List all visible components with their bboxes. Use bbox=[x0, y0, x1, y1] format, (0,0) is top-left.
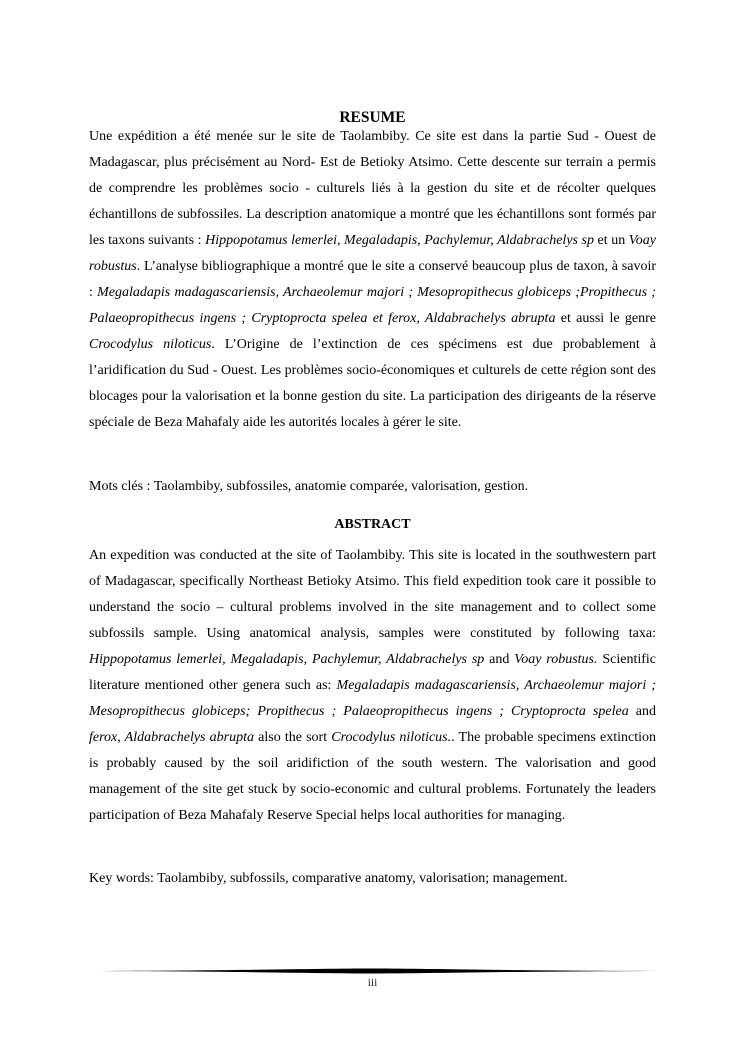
italic-taxon-text: Crocodylus niloticus. bbox=[331, 730, 452, 745]
footer-divider bbox=[89, 966, 656, 976]
italic-taxon-text: ferox, Aldabrachelys abrupta bbox=[89, 730, 254, 745]
paragraph-text: . L’analyse bibliographique a montré que le site a conservé beaucoup plus de taxon, à savoir : bbox=[89, 259, 656, 300]
paragraph-text: and bbox=[484, 652, 515, 667]
abstract-paragraph bbox=[89, 543, 656, 829]
italic-taxon-text: Voay robustus bbox=[89, 233, 656, 274]
page-number: iii bbox=[367, 977, 378, 989]
paragraph-text: and bbox=[628, 704, 657, 719]
italic-taxon-text: Voay robustus. bbox=[514, 652, 598, 667]
paragraph-text: Scientific literature mentioned other genera such as: bbox=[89, 652, 656, 693]
resume-keywords: Mots clés : Taolambiby, subfossiles, anatomie comparée, valorisation, gestion. bbox=[89, 479, 529, 494]
paragraph-text: . L’Origine de l’extinction de ces spécimens est due probablement à l’aridification du Sud - Ouest. Les problèmes socio-économiques et culturels de cette région sont des blocages pour la valorisation et la bonne gestion du site. La participation des dirigeants de la réserve spéciale de Beza Mahafaly aide les autorités locales à gérer le site. bbox=[89, 337, 656, 430]
italic-taxon-text: Hippopotamus lemerlei, Megaladapis, Pachylemur, Aldabrachelys sp bbox=[205, 233, 594, 248]
italic-taxon-text: Crocodylus niloticus bbox=[89, 337, 212, 352]
abstract-heading: ABSTRACT bbox=[334, 517, 411, 532]
paragraph-text: . The probable specimens extinction is probably caused by the soil aridifiction of the south western. The valorisation and good management of the site get stuck by socio-economic and cultural problems. Fortunately the leaders participation of Beza Mahafaly Reserve Special helps local authorities for managing. bbox=[89, 730, 657, 823]
italic-taxon-text: Megaladapis madagascariensis, Archaeolemur majori ; Mesopropithecus globiceps; Propithecus ; Palaeopropithecus ingens ; Cryptoprocta spelea bbox=[89, 678, 657, 719]
abstract-keywords: Key words: Taolambiby, subfossils, comparative anatomy, valorisation; management. bbox=[89, 871, 568, 886]
paragraph-text: An expedition was conducted at the site of Taolambiby. This site is located in the southwestern part of Madagascar, specifically Northeast Betioky Atsimo. This field expedition took care it possible to understand the socio – cultural problems involved in the site management and to collect some subfossils sample. Using anatomical analysis, samples were constituted by following taxa: bbox=[89, 548, 656, 641]
resume-heading: RESUME bbox=[339, 109, 406, 126]
paragraph-text: et aussi le genre bbox=[555, 311, 656, 326]
paragraph-text: et un bbox=[594, 233, 629, 248]
italic-taxon-text: Megaladapis madagascariensis, Archaeolemur majori ; Mesopropithecus globiceps ;Propithecus ; Palaeopropithecus ingens ; Cryptoprocta spelea et ferox, Aldabrachelys abrupta bbox=[89, 285, 656, 326]
resume-paragraph bbox=[89, 124, 656, 436]
paragraph-text: also the sort bbox=[254, 730, 332, 745]
paragraph-text: Une expédition a été menée sur le site de Taolambiby. Ce site est dans la partie Sud - Ouest de Madagascar, plus précisément au Nord- Est de Betioky Atsimo. Cette descente sur terrain a permis de comprendre les problèmes socio - culturels liés à la gestion du site et de récolter quelques échantillons de subfossiles. La description anatomique a montré que les échantillons sont formés par les taxons suivants : bbox=[89, 129, 656, 248]
italic-taxon-text: Hippopotamus lemerlei, Megaladapis, Pachylemur, Aldabrachelys sp bbox=[89, 652, 485, 667]
